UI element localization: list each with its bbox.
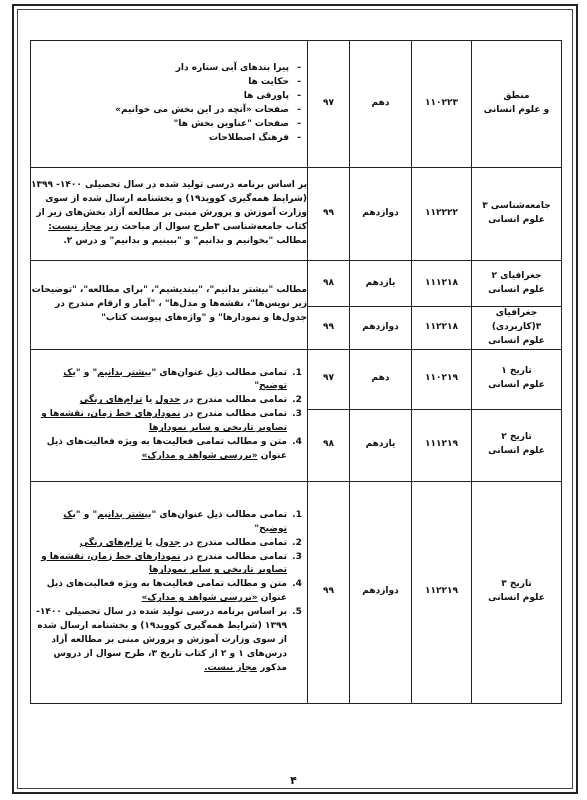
course-code: ۱۱۲۲۱۸ xyxy=(412,307,472,350)
list-item: - صفحات «آنچه در این بخش می خوانیم» xyxy=(31,104,289,118)
excluded-list xyxy=(31,62,307,146)
year-code: ۹۹ xyxy=(308,307,350,350)
subject-field: علوم انسانی xyxy=(488,284,545,295)
table-row xyxy=(31,41,562,168)
list-item: - حکایت ها xyxy=(31,76,289,90)
list-item: - فرهنگ اصطلاحات xyxy=(31,132,289,146)
grade-cell: دهم xyxy=(350,349,412,409)
table-row xyxy=(31,261,562,307)
subject-title: تاریخ ۳ xyxy=(501,579,532,590)
subject-title: تاریخ ۲ xyxy=(501,432,532,443)
subject-title: جغرافیای ۲ xyxy=(491,270,542,281)
excluded-content xyxy=(31,41,308,168)
subject-field: علوم انسانی xyxy=(488,593,545,604)
subject-title: جامعه‌شناسی ۳ xyxy=(482,201,551,212)
year-code: ۹۷ xyxy=(308,349,350,409)
list-item: - پیرا بندهای آبی ستاره دار xyxy=(31,62,289,76)
excluded-content xyxy=(31,168,308,261)
grade-cell: دهم xyxy=(350,41,412,168)
list-item: 3. تمامی مطالب مندرج در نمودارهای خط زمان، نقشه‌ها و تصاویر تاریخی و سایر نمودارها xyxy=(31,408,289,436)
subject-field: علوم انسانی xyxy=(488,380,545,391)
grade-cell: یازدهم xyxy=(350,409,412,481)
list-item: 3. تمامی مطالب مندرج در نمودارهای خط زمان، نقشه‌ها و تصاویر تاریخی و سایر نمودارها xyxy=(31,551,289,579)
excluded-list xyxy=(31,509,307,676)
list-item: 1. تمامی مطالب ذیل عنوان‌های "بیشتر بدانیم" و "یک توضیح" xyxy=(31,509,289,537)
table-row xyxy=(31,168,562,261)
course-code: ۱۱۱۲۱۹ xyxy=(412,409,472,481)
subject-field: علوم انسانی xyxy=(488,215,545,225)
list-item: - پاورقی ها xyxy=(31,90,289,104)
subject-title: تاریخ ۱ xyxy=(501,366,532,377)
grade-cell: دوازدهم xyxy=(350,481,412,703)
exam-scope-table xyxy=(30,40,562,704)
subject-cell xyxy=(472,481,562,703)
grade-cell: دوازدهم xyxy=(350,168,412,261)
subject-cell xyxy=(472,409,562,481)
list-item: - صفحات "عناوین بخش ها" xyxy=(31,118,289,132)
list-item: 2. تمامی مطالب مندرج در جدول یا ترام‌های رنگی xyxy=(31,394,289,408)
not-allowed-text: مجاز نیست: xyxy=(48,221,102,232)
note-text: مطالب "بخوانیم و بدانیم" و "ببینیم و بدانیم" و درس ۲. xyxy=(63,235,307,246)
excluded-content xyxy=(31,481,308,703)
note-text: بر اساس برنامه درسی تولید شده در سال تحصیلی ۱۴۰۰- ۱۳۹۹ (شرایط همه‌گیری کووید۱۹) و بخشنامه ارسال شده از سوی وزارت آموزش و پرورش مبنی بر مطالعه آزاد بخش‌های زیر از کتاب جامعه‌شناسی ۳طرح سوال از مباحث زیر xyxy=(31,180,307,232)
course-code: ۱۱۱۲۱۸ xyxy=(412,261,472,307)
course-code: ۱۱۲۲۲۲ xyxy=(412,168,472,261)
subject-title: جغرافیای ۳(کاربردی) xyxy=(491,308,542,332)
year-code: ۹۸ xyxy=(308,261,350,307)
grade-cell: یازدهم xyxy=(350,261,412,307)
subject-cell xyxy=(472,307,562,350)
page-number: ۴ xyxy=(290,774,297,787)
list-item: 5. بر اساس برنامه درسی تولید شده در سال تحصیلی ۱۴۰۰- ۱۳۹۹ (شرایط همه‌گیری کووید۱۹) و بخشنامه ارسال شده از سوی وزارت آموزش و پرورش مبنی بر مطالعه آزاد درس‌های ۱ و ۲ از کتاب تاریخ ۳، طرح سوال از دروس مذکور مجاز نیست. xyxy=(31,606,289,676)
course-code: ۱۱۰۲۲۳ xyxy=(412,41,472,168)
list-item: 4. متن و مطالب تمامی فعالیت‌ها به ویژه فعالیت‌های ذیل عنوان «بررسی شواهد و مدارک» xyxy=(31,578,289,606)
list-item: 4. متن و مطالب تمامی فعالیت‌ها به ویژه فعالیت‌های ذیل عنوان «بررسی شواهد و مدارک» xyxy=(31,436,289,464)
excluded-list xyxy=(31,367,307,465)
subject-field: علوم انسانی xyxy=(488,335,545,346)
course-code: ۱۱۲۲۱۹ xyxy=(412,481,472,703)
subject-cell xyxy=(472,41,562,168)
year-code: ۹۷ xyxy=(308,41,350,168)
subject-cell xyxy=(472,168,562,261)
list-item: 2. تمامی مطالب مندرج در جدول یا ترام‌های رنگی xyxy=(31,537,289,551)
excluded-content: مطالب "بیشتر بدانیم"، "بیندیشیم"، "برای مطالعه"، "توضیحات زیر نویس‌ها"، نقشه‌ها و مدل‌ها" ، "آمار و ارقام مندرج در جدول‌ها و نمودارها" و "واژه‌های پیوست کتاب" xyxy=(31,261,308,350)
subject-field: علوم انسانی xyxy=(488,446,545,457)
year-code: ۹۹ xyxy=(308,168,350,261)
subject-cell xyxy=(472,261,562,307)
table-row xyxy=(31,349,562,409)
year-code: ۹۹ xyxy=(308,481,350,703)
subject-title: منطق xyxy=(503,91,530,102)
excluded-content xyxy=(31,349,308,481)
course-code: ۱۱۰۲۱۹ xyxy=(412,349,472,409)
year-code: ۹۸ xyxy=(308,409,350,481)
list-item: 1. تمامی مطالب ذیل عنوان‌های "بیشتر بدانیم" و "یک توضیح" xyxy=(31,367,289,395)
subject-field: و علوم انسانی xyxy=(483,105,550,115)
subject-cell xyxy=(472,349,562,409)
grade-cell: دوازدهم xyxy=(350,307,412,350)
table-row xyxy=(31,481,562,703)
